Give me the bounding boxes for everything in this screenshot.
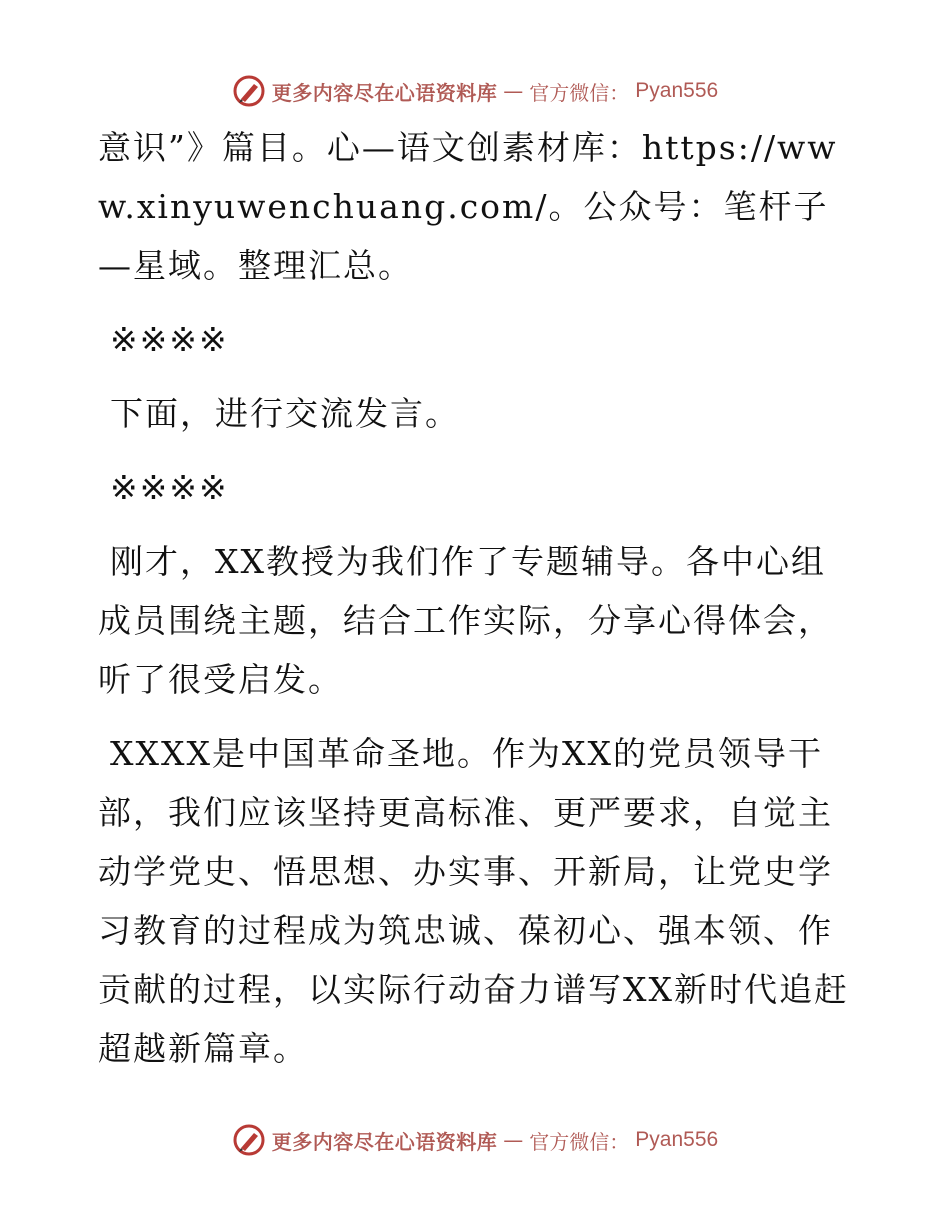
watermark-wechat-label: 官方微信： <box>529 1129 630 1154</box>
watermark-site-text: 更多内容尽在心语资料库 <box>271 80 498 105</box>
watermark-wechat-id: Pyan556 <box>635 79 719 102</box>
watermark-separator: — <box>503 1128 524 1152</box>
watermark-site-text: 更多内容尽在心语资料库 <box>271 1129 498 1154</box>
document-body <box>98 118 858 1093</box>
paragraph-1: 意识”》篇目。心—语文创素材库：https://www.xinyuwenchuang.com/。公众号：笔杆子—星域。整理汇总。 <box>98 128 838 285</box>
section-divider-2: ※※※※ <box>110 468 229 507</box>
paragraph-2: 下面，进行交流发言。 <box>110 394 460 433</box>
section-divider-1: ※※※※ <box>110 320 229 359</box>
footer-watermark <box>0 1120 950 1160</box>
pen-logo-icon <box>232 74 266 108</box>
paragraph-3: 刚才，XX教授为我们作了专题辅导。各中心组成员围绕主题，结合工作实际，分享心得体会，听了很受启发。 <box>98 542 833 699</box>
watermark-wechat-label: 官方微信： <box>529 80 630 105</box>
header-watermark <box>0 71 950 111</box>
pen-logo-icon <box>232 1123 266 1157</box>
paragraph-4: XXXX是中国革命圣地。作为XX的党员领导干部，我们应该坚持更高标准、更严要求，自觉主动学党史、悟思想、办实事、开新局，让党史学习教育的过程成为筑忠诚、葆初心、强本领、作贡献的过程，以实际行动奋力谱写XX新时代追赶超越新篇章。 <box>98 734 849 1068</box>
watermark-separator: — <box>503 79 524 103</box>
watermark-wechat-id: Pyan556 <box>635 1128 719 1151</box>
